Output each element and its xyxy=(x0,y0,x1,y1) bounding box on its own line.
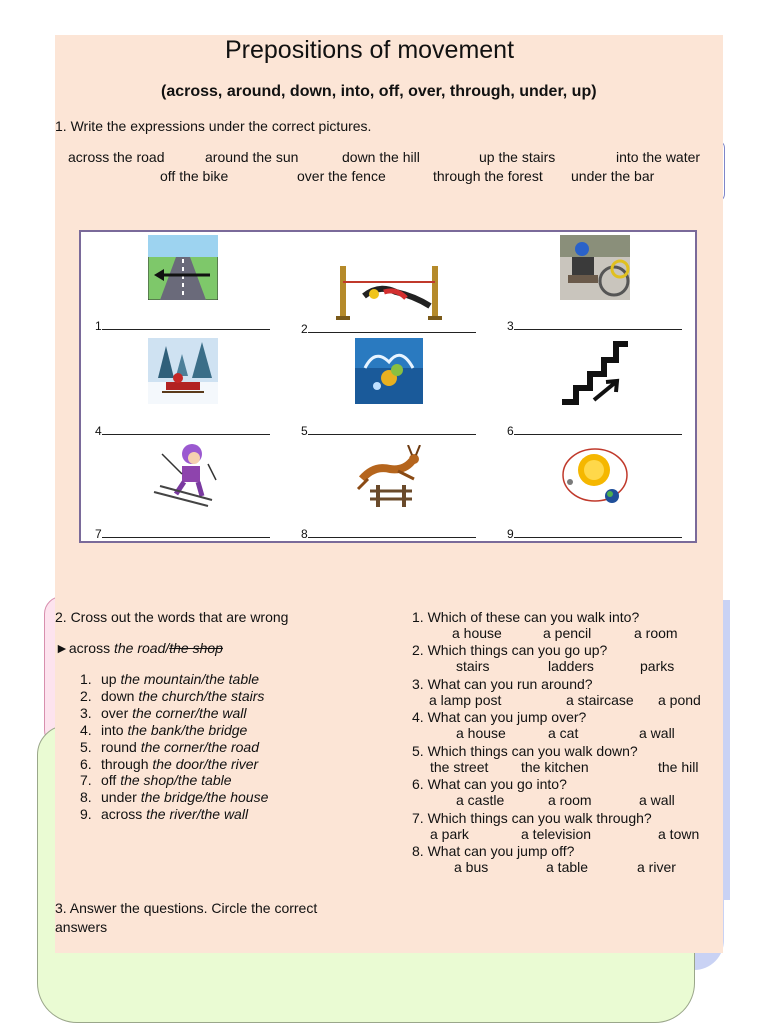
exercise3-question: 2. Which things can you go up? xyxy=(412,642,608,658)
answer-blank-1[interactable]: 1 xyxy=(95,318,270,333)
exercise3-answer-option[interactable]: a bus xyxy=(454,859,489,875)
exercise3-answer-option[interactable]: a park xyxy=(430,826,469,842)
exercise2-item[interactable]: into the bank/the bridge xyxy=(101,722,248,738)
sleigh-forest-picture xyxy=(148,338,218,404)
exercise2-item[interactable]: under the bridge/the house xyxy=(101,789,269,805)
answer-blank-6[interactable]: 6 xyxy=(507,423,682,438)
exercise3-answer-option[interactable]: stairs xyxy=(456,658,490,674)
answer-blank-5[interactable]: 5 xyxy=(301,423,476,438)
expression: under the bar xyxy=(571,168,655,184)
limbo-bar-picture xyxy=(334,262,444,322)
answer-blank-8[interactable]: 8 xyxy=(301,526,476,541)
exercise2-item[interactable]: off the shop/the table xyxy=(101,772,232,788)
exercise3-question: 4. What can you jump over? xyxy=(412,709,587,725)
exercise2-item-number: 8. xyxy=(80,789,92,805)
exercise2-item[interactable]: down the church/the stairs xyxy=(101,688,265,704)
exercise3-answer-option[interactable]: ladders xyxy=(548,658,594,674)
expression: around the sun xyxy=(205,149,299,165)
exercise3-question: 6. What can you go into? xyxy=(412,776,567,792)
exercise3-answer-option[interactable]: the kitchen xyxy=(521,759,589,775)
exercise3-answer-option[interactable]: a castle xyxy=(456,792,505,808)
answer-blank-4[interactable]: 4 xyxy=(95,423,270,438)
exercise3-question: 1. Which of these can you walk into? xyxy=(412,609,640,625)
exercise1-instruction: 1. Write the expressions under the correct pictures. xyxy=(55,118,372,134)
expression: down the hill xyxy=(342,149,420,165)
exercise3-answer-option[interactable]: a room xyxy=(548,792,592,808)
expression: across the road xyxy=(68,149,165,165)
exercise3-answer-option[interactable]: a room xyxy=(634,625,678,641)
exercise3-answer-option[interactable]: a wall xyxy=(639,792,675,808)
answer-blank-3[interactable]: 3 xyxy=(507,318,682,333)
exercise2-item-number: 1. xyxy=(80,671,92,687)
exercise3-answer-option[interactable]: a pond xyxy=(658,692,701,708)
exercise2-item-number: 3. xyxy=(80,705,92,721)
exercise2-item[interactable]: round the corner/the road xyxy=(101,739,259,755)
answer-blank-7[interactable]: 7 xyxy=(95,526,270,541)
exercise3-answer-option[interactable]: a town xyxy=(658,826,700,842)
exercise3-answer-option[interactable]: a pencil xyxy=(543,625,592,641)
exercise3-answer-option[interactable]: a house xyxy=(452,625,502,641)
exercise2-instruction: 2. Cross out the words that are wrong xyxy=(55,609,289,625)
exercise2-item[interactable]: across the river/the wall xyxy=(101,806,249,822)
exercise3-question: 8. What can you jump off? xyxy=(412,843,575,859)
exercise3-answer-option[interactable]: parks xyxy=(640,658,675,674)
exercise3-answer-option[interactable]: a cat xyxy=(548,725,579,741)
stairs-up-picture xyxy=(560,338,630,406)
skier-downhill-picture xyxy=(148,440,218,508)
deer-jump-fence-picture xyxy=(354,445,424,507)
exercise2-item[interactable]: over the corner/the wall xyxy=(101,705,247,721)
decorative-shape-blue-side xyxy=(722,600,730,900)
exercise3-question: 5. Which things can you walk down? xyxy=(412,743,638,759)
expression: off the bike xyxy=(160,168,229,184)
expression: up the stairs xyxy=(479,149,556,165)
exercise2-example: ►across the road/the shop xyxy=(55,640,223,656)
exercise3-question: 3. What can you run around? xyxy=(412,676,593,692)
exercise3-answer-option[interactable]: a river xyxy=(637,859,676,875)
exercise3-answer-option[interactable]: a lamp post xyxy=(429,692,502,708)
exercise3-instruction-line2: answers xyxy=(55,919,108,935)
answer-blank-2[interactable]: 2 xyxy=(301,321,476,336)
bike-fall-picture xyxy=(560,235,630,300)
page-title: Prepositions of movement xyxy=(225,36,515,64)
exercise3-question: 7. Which things can you walk through? xyxy=(412,810,652,826)
exercise2-item-number: 2. xyxy=(80,688,92,704)
expression: into the water xyxy=(616,149,701,165)
exercise2-item-number: 5. xyxy=(80,739,92,755)
sun-orbit-picture xyxy=(560,442,630,508)
exercise3-answer-option[interactable]: the hill xyxy=(658,759,699,775)
expression: through the forest xyxy=(433,168,543,184)
exercise3-answer-option[interactable]: a table xyxy=(546,859,589,875)
expression: over the fence xyxy=(297,168,386,184)
exercise2-item-number: 9. xyxy=(80,806,92,822)
exercise2-item-number: 4. xyxy=(80,722,92,738)
exercise2-item[interactable]: through the door/the river xyxy=(101,756,259,772)
exercise2-item[interactable]: up the mountain/the table xyxy=(101,671,260,687)
page-subtitle: (across, around, down, into, off, over, through, under, up) xyxy=(161,83,597,100)
answer-blank-9[interactable]: 9 xyxy=(507,526,682,541)
road-arrow-picture xyxy=(148,235,218,300)
exercise3-answer-option[interactable]: the street xyxy=(430,759,489,775)
exercise3-answer-option[interactable]: a staircase xyxy=(566,692,634,708)
exercise2-item-number: 7. xyxy=(80,772,92,788)
splash-water-picture xyxy=(355,338,423,404)
exercise3-answer-option[interactable]: a wall xyxy=(639,725,675,741)
exercise3-answer-option[interactable]: a house xyxy=(456,725,506,741)
exercise2-item-number: 6. xyxy=(80,756,92,772)
exercise3-answer-option[interactable]: a television xyxy=(521,826,592,842)
exercise3-instruction-line1: 3. Answer the questions. Circle the correct xyxy=(55,900,318,916)
